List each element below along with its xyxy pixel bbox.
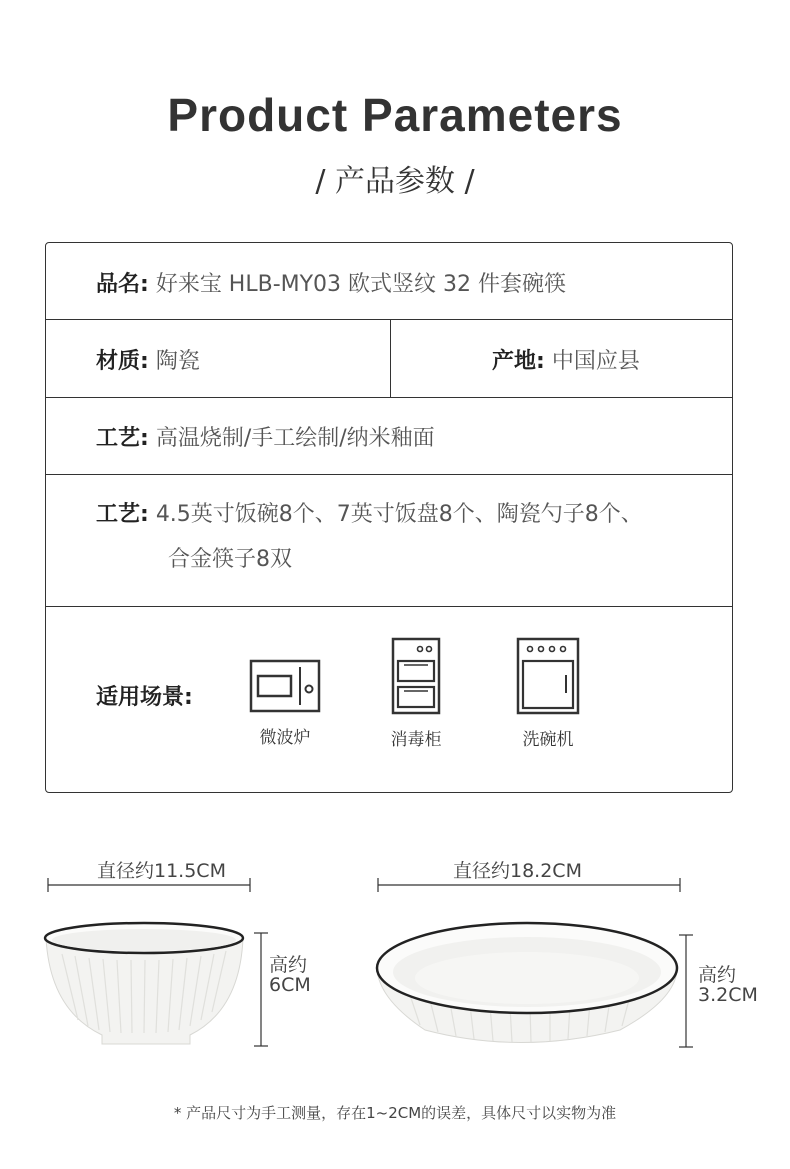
set-value-line1: 4.5英寸饭碗8个、7英寸饭盘8个、陶瓷勺子8个、 [155,502,643,527]
material-label: 材质: [96,349,149,374]
plate-height-label-line2: 3.2CM [698,984,758,1006]
column-divider [390,320,391,397]
row-set-contents [46,475,732,607]
appliance-label: 消毒柜 [390,730,442,750]
appliance-sterilizer [381,637,451,750]
parameters-table [45,242,733,793]
bowl-diameter-label: 直径约11.5CM [97,860,226,882]
dishwasher-icon [516,637,580,715]
origin-value: 中国应县 [551,349,640,374]
row-material-origin [46,320,732,398]
row-craft [46,398,732,475]
plate-width-dimension-line [378,878,680,892]
set-label: 工艺: [96,502,149,527]
bowl-height-dimension-line [254,933,268,1046]
plate-height-dimension-line [679,935,693,1047]
dimension-drawing [0,870,790,1090]
sterilizer-cabinet-icon [391,637,441,715]
product-name-label: 品名: [96,272,149,297]
appliance-dishwasher [513,637,583,750]
product-name-value: 好来宝 HLB-MY03 欧式竖纹 32 件套碗筷 [155,272,567,297]
craft-value: 高温烧制/手工绘制/纳米釉面 [155,426,435,451]
page-title-english: Product Parameters [167,89,623,141]
plate-illustration [377,923,677,1043]
appliance-microwave [249,659,321,748]
page-title-chinese: / 产品参数 / [315,164,475,199]
microwave-icon [249,659,321,713]
row-product-name [46,243,732,320]
bowl-illustration [45,923,243,1044]
bowl-height-label-line1: 高约 [269,954,308,976]
set-value-line2: 合金筷子8双 [168,547,292,572]
plate-height-label-line1: 高约 [698,964,737,986]
plate-diameter-label: 直径约18.2CM [453,860,582,882]
measurement-footnote: * 产品尺寸为手工测量，存在1~2CM的误差，具体尺寸以实物为准 [173,1104,617,1122]
row-usage-scenes [46,607,732,794]
bowl-height-label-line2: 6CM [269,974,311,996]
scene-label: 适用场景: [96,685,193,710]
craft-label: 工艺: [96,426,149,451]
appliance-label: 洗碗机 [522,730,574,750]
origin-label: 产地: [492,349,545,374]
appliance-label: 微波炉 [259,728,311,748]
bowl-width-dimension-line [48,878,250,892]
material-value: 陶瓷 [155,349,200,374]
